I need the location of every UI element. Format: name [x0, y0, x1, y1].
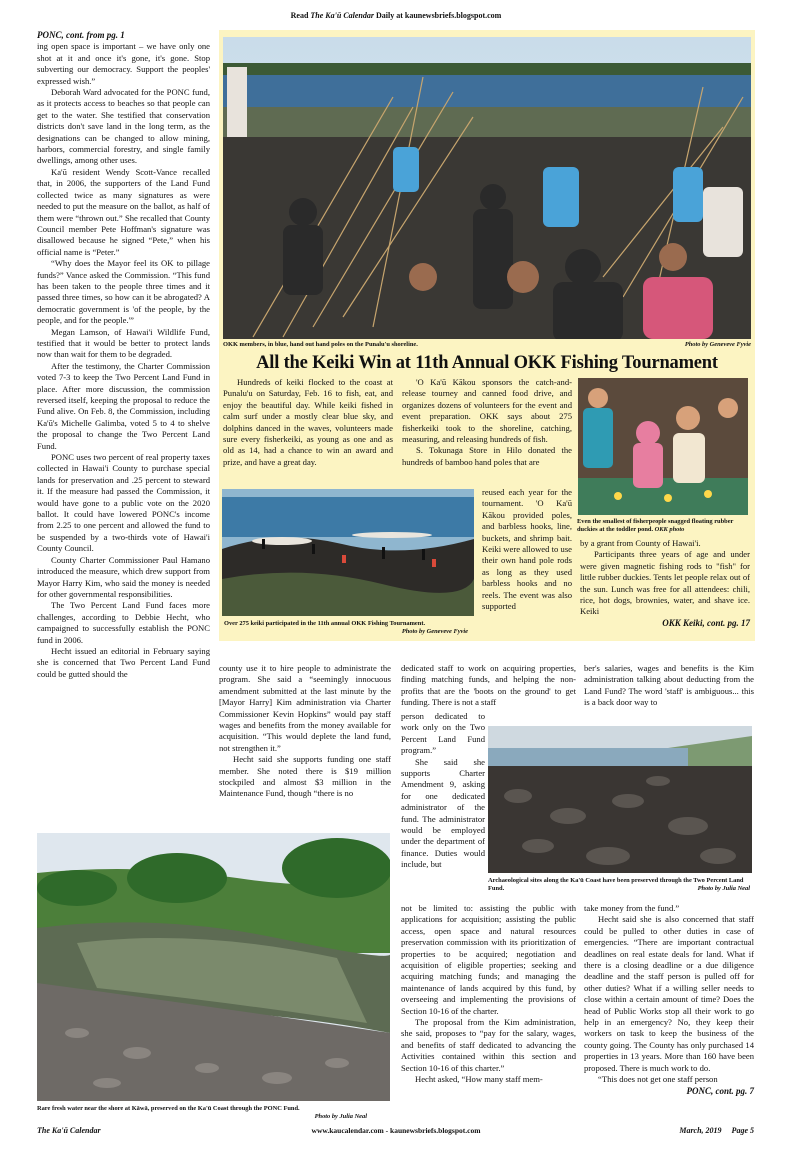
feature-col-2-narrow [482, 487, 572, 612]
lower-col-3-wide [401, 903, 576, 1086]
left-para-3: Ka'ū resident Wendy Scott-Vance recalled that, in 2006, the supporters of the Land Fund collected twice as many signatures as were needed to put the measure on the ballot, as half of them were “thrown out.” She recalled that County Council member Pete Hoffman's signature was disallowed because he signed “Pete,” when his official name is “Peter.” [37, 166, 210, 257]
feature-col-3 [580, 538, 750, 629]
left-para-5: Megan Lamson, of Hawai'i Wildlife Fund, testified that it would be better to protect lands now than wait for them to be degraded. [37, 326, 210, 360]
left-para-4: “Why does the Mayor feel its OK to pillage funds?” Vance asked the Commission. “This fund has been taken to the people three times and it passed three times, so how can it be abrogated? A democratic government is 'of the people, by the people, and for the people.'” [37, 258, 210, 326]
kawa-caption-text: Rare fresh water near the shore at Kāwā, preserved on the Ka'ū Coast through the PONC Fund. [37, 1105, 300, 1112]
footer-publication: The Ka'ū Calendar [37, 1126, 101, 1135]
archaeological-caption [488, 877, 750, 893]
header-pre: Read [290, 11, 311, 20]
lower-col3-top-text: dedicated staff to work on acquiring properties, finding matching funds, and helping the non-profits that are the 'boots on the ground' to get funding. There is not a staff [401, 663, 576, 708]
right-photo-credit: OKK photo [654, 526, 685, 533]
top-photo-caption-text: OKK members, in blue, hand out hand poles on the Punalu'u shoreline. [223, 341, 418, 348]
lower-col3-wide-1: not be limited to: assisting the public with applications for acquisition; assisting the public access, open space and natural resources preservation commission with its prioritization of properties to be acquired; negotiation and acquisition of eligible properties; seeking and acquiring matching funds; and managing the maintenance of lands acquired by this fund, by overseeing and implementing the provisions of Section 10-16 of the charter. [401, 903, 576, 1016]
lower-col4-para-2: Hecht said she is also concerned that staff could be pulled to other duties in case of emergencies. “There are important contractual deadlines on real estate deals for land. What if there is a closing deadline or a due diligence deadline and the staff person is pulled off for other duties? What if a willing seller needs to close within a certain amount of time? Does the head of Public Works stop all their work to go help in an emergency? No, they keep their workers on task to keep the business of the county going. The County has only purchased 14 properties in 13 years. More than 160 have been proposed. There is much work to do. [584, 914, 754, 1073]
top-photo-crowd [223, 37, 751, 339]
header-publication-title: The Ka'ū Calendar [310, 11, 374, 20]
continued-from-label: PONC, cont. from pg. 1 [37, 30, 125, 40]
left-para-1: ing open space is important – we have only one shot at it and once it's gone, it's gone. Stop subverting our democracy. Support the peoples' expressed wish.” [37, 41, 210, 86]
shoreline-photo-illustration [222, 489, 474, 616]
freshwater-pond-photo-illustration [37, 833, 390, 1101]
footer-website: www.kaucalendar.com - kaunewsbriefs.blogspot.com [311, 1126, 481, 1135]
feature-col2-p2b: reused each year for the tournament. 'O Ka'ū Kākou provided poles, and barbless hooks, line, buckets, and shrimp bait. Keiki were allowed to use their own hand pole rods as long as they used barbless hooks and no reels. The event was also supported [482, 487, 572, 612]
top-photo-caption [223, 341, 751, 349]
right-photo-toddlers [578, 378, 748, 515]
mid-photo-caption [224, 620, 468, 636]
toddler-photo-illustration [578, 378, 748, 515]
lower-col-2 [219, 663, 391, 800]
left-para-8: County Charter Commissioner Paul Hamano introduced the measure, which drew support from Mayor Harry Kim, who said the money is needed for other governmental responsibilities. [37, 554, 210, 599]
feature-col-1 [223, 377, 393, 468]
left-para-2: Deborah Ward advocated for the PONC fund, as it protects access to beaches so that people can get to the water. She testified that conservation districts don't save land in the long term, as the designations can be changed to allow mining, harbors, commercial forestry, and single family dwellings, among other uses. [37, 87, 210, 166]
kawa-credit: Photo by Julia Neal [314, 1113, 367, 1120]
feature-col2-p2a: S. Tokunaga Store in Hilo donated the hundreds of bamboo hand poles that are [402, 445, 572, 467]
lower-col-4-bottom [584, 903, 754, 1097]
lower-continued-label: PONC, cont. pg. 7 [686, 1085, 754, 1096]
left-para-10: Hecht issued an editorial in February saying she is concerned that Two Percent Land Fund could be gutted should the [37, 645, 210, 679]
kawa-photo [37, 833, 390, 1101]
kawa-caption [37, 1105, 367, 1121]
feature-col3-p2: Participants three years of age and under were given magnetic fishing rods to "fish" for little rubber duckies. Tents let people relax out of the sun. Lunch was free for all attendees: chili, rice, hot dogs, brownies, water, and shave ice. Keiki [580, 549, 750, 617]
page-header [0, 11, 792, 20]
feature-headline: All the Keiki Win at 11th Annual OKK Fishing Tournament [256, 353, 718, 373]
lower-col-4-top [584, 663, 754, 709]
feature-continued-label: OKK Keiki, cont. pg. 17 [662, 617, 750, 628]
top-photo-credit: Photo by Geneveve Fyvie [684, 341, 751, 348]
mid-photo-shoreline [222, 489, 474, 616]
archaeological-photo [488, 726, 752, 873]
left-para-6: After the testimony, the Charter Commission voted 7-3 to keep the Two Percent Land Fund in place. After more discussion, the commission reversed itself, keeping the proposal to reduce the Fund alive. On Feb. 8, the Commission, including Ka'ū's Michelle Galimba, voted 5 to 4 to shelve the proposal to change the Two Percent Land Fund. [37, 360, 210, 451]
lower-col2-para-1: county use it to hire people to administrate the program. She said a “seemingly innocuous amendment submitted at the last minute by the [Mayor Harry] Kim administration via Charter Commissioner Kevin Hopkins” would pay staff wages and benefits from the money available for acquisition. “This would deplete the land fund, not strengthen it.” [219, 663, 391, 753]
right-photo-caption [577, 518, 749, 534]
lower-col4-top-text: ber's salaries, wages and benefits is the Kim administration talking about deducting from the Land Fund? The word 'staff' is ambiguous... this is a back door way to [584, 663, 754, 708]
left-column [37, 30, 210, 680]
lower-col3-wide-3: Hecht asked, “How many staff mem- [415, 1074, 543, 1085]
lower-col3-narrow-b: She said she supports Charter Amendment 9, asking for one dedicated administrator of the fund. The administrator would be employed under the department of finance. Duties would include, but [401, 756, 485, 870]
lower-col2-para-2: Hecht said she supports funding one staff member. She noted there is $19 million stockpiled and almost $3 million in the Maintenance Fund, though “there is no [219, 754, 391, 799]
lower-col3-wide-2: The proposal from the Kim administration, she said, proposes to “pay for the salary, wages, and benefits of staff dedicated to advancing the Activities contained within this section and Section 10-16 of this charter.” [401, 1017, 576, 1073]
footer-date-page: March, 2019 Page 5 [679, 1126, 754, 1135]
lower-col3-narrow-a: person dedicated to work only on the Two Percent Land Fund program.” [401, 711, 485, 756]
feature-col-2 [402, 377, 572, 468]
crowd-photo-illustration [223, 37, 751, 339]
feature-col2-p1: 'O Ka'ū Kākou sponsors the catch-and-release tourney and canned food drive, and organizes dozens of volunteers for the event and event preparation. OKK says about 275 fisherkeiki took to the shoreline, catching, measuring, and releasing hundreds of fish. [402, 377, 572, 445]
lower-col4-para-1: take money from the fund.” [584, 903, 680, 913]
left-para-7: PONC uses two percent of real property taxes collected in Hawai'i County to purchase special lands for preservation and .25 percent to steward it. If the measure had passed the Commission, it would have gone to a public vote on the 2020 ballot. It could have lowered PONC's income from 2.25 to one percent and allowed the fund to be suspended by a two-thirds vote of Hawai'i County Council. [37, 452, 210, 554]
feature-col3-p1: by a grant from County of Hawai'i. [580, 538, 701, 548]
mid-photo-credit: Photo by Geneveve Fyvie [401, 628, 468, 635]
right-photo-caption-text: Even the smallest of fisherpeople snagged floating rubber duckies at the toddler pond. [577, 518, 734, 533]
lava-coast-photo-illustration [488, 726, 752, 873]
lower-col-3-narrow [401, 711, 485, 871]
lower-col-3-top [401, 663, 576, 709]
archaeological-credit: Photo by Julia Neal [697, 885, 750, 892]
left-para-9: The Two Percent Land Fund faces more challenges, according to Debbie Hecht, who campaigned to successfully establish the PONC fund in 2006. [37, 600, 210, 645]
mid-photo-caption-text: Over 275 keiki participated in the 11th annual OKK Fishing Tournament. [224, 620, 426, 627]
archaeological-caption-text: Archaeological sites along the Ka'ū Coast have been preserved through the Two Percent Land Fund. [488, 877, 744, 892]
feature-col1-text: Hundreds of keiki flocked to the coast at Punalu'u on Saturday, Feb. 16 to fish, eat, and enjoy the beautiful day. While keiki fished in calm surf under a mostly clear blue sky, and dolphins danced in the waves, volunteers made sure every fisherkeiki, as young as one and as old as 14, had a chance to win an award and prize, and have a great day. [223, 377, 393, 467]
lower-col4-para-3: “This does not get one staff person [598, 1074, 718, 1085]
header-post: Daily at kaunewsbriefs.blogspot.com [374, 11, 502, 20]
